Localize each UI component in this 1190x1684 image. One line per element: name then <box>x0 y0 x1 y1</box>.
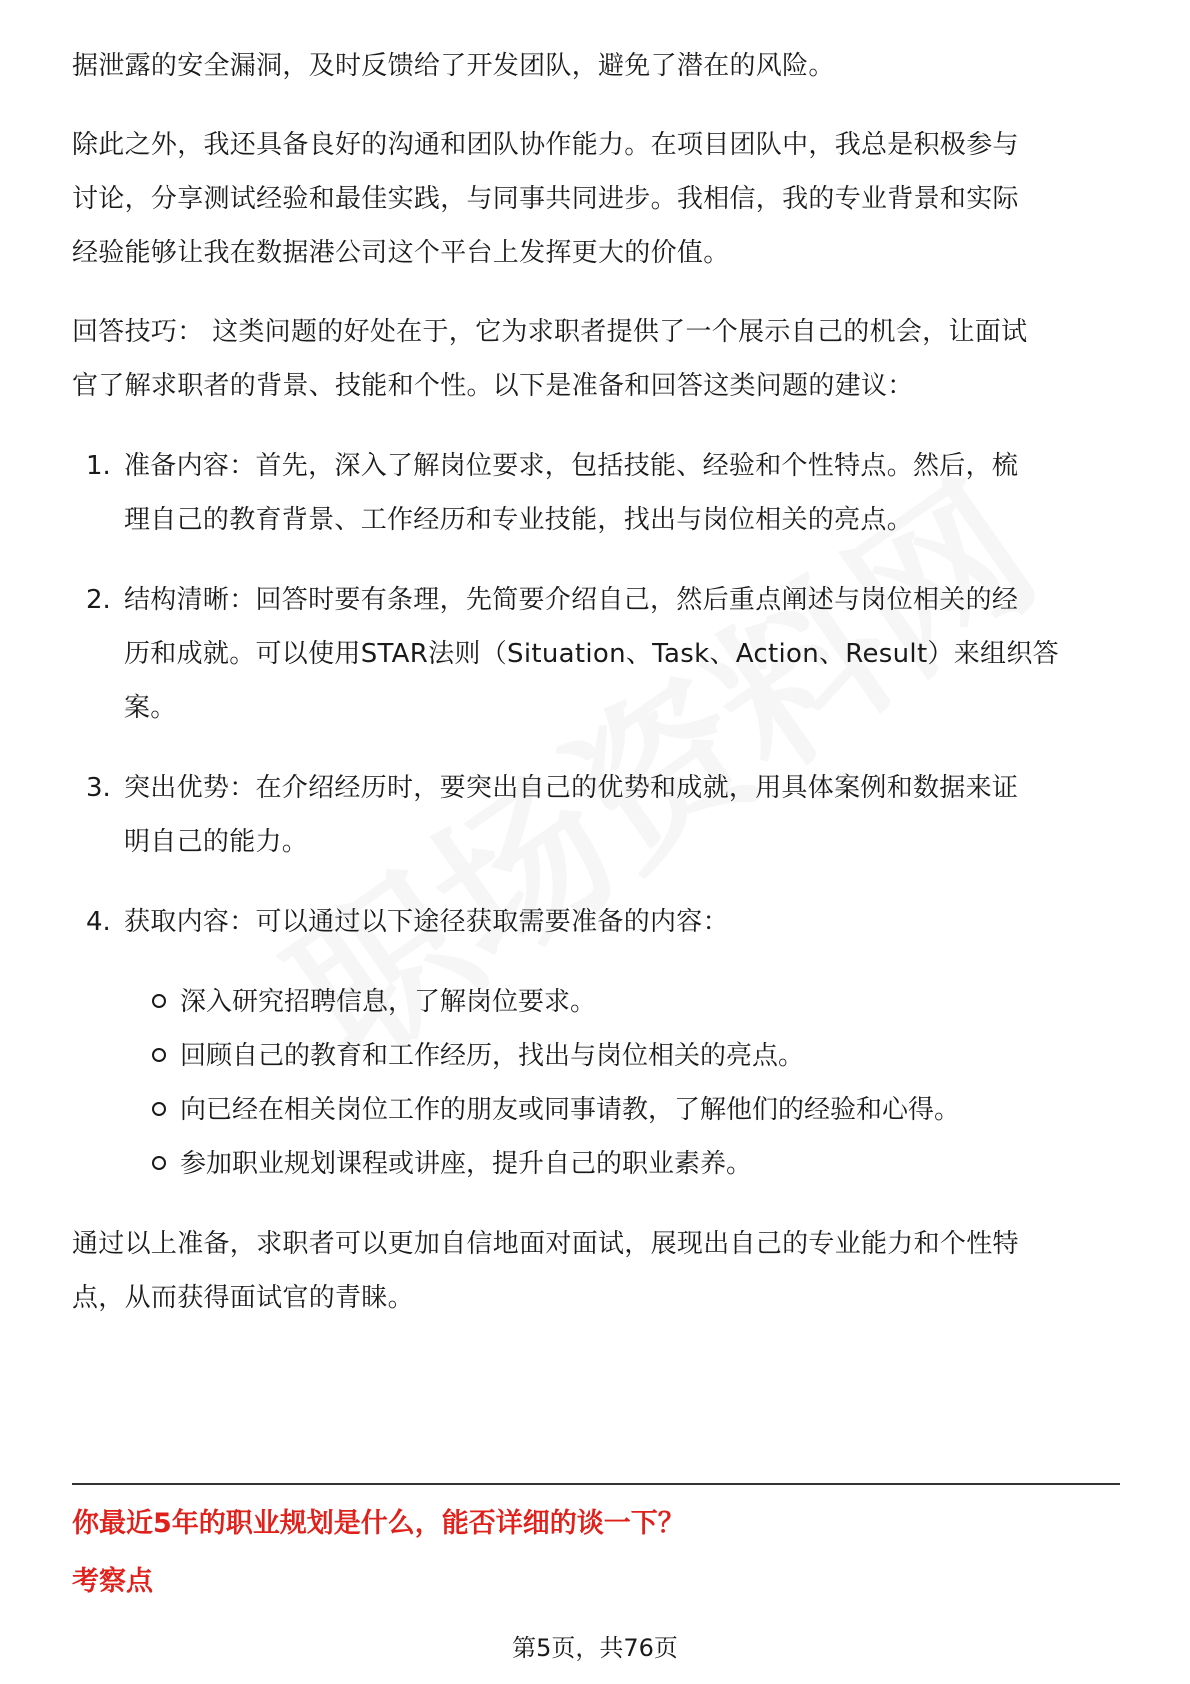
sub-bullet-text: 参加职业规划课程或讲座，提升自己的职业素养。 <box>180 1149 753 1179</box>
section-divider <box>72 1483 1120 1485</box>
list-number: 1. <box>86 451 111 481</box>
paragraph-line: 据泄露的安全漏洞，及时反馈给了开发团队，避免了潜在的风险。 <box>72 51 835 81</box>
list-text-line: 明自己的能力。 <box>124 827 309 857</box>
list-text-line: 理自己的教育背景、工作经历和专业技能，找出与岗位相关的亮点。 <box>124 505 914 535</box>
list-number: 3. <box>86 773 111 803</box>
paragraph-line: 讨论，分享测试经验和最佳实践，与同事共同进步。我相信，我的专业背景和实际 <box>72 184 1019 214</box>
sub-bullet-item <box>152 1027 1112 1085</box>
conclusion-line: 通过以上准备，求职者可以更加自信地面对面试，展现出自己的专业能力和个性特 <box>72 1229 1019 1259</box>
list-text-line: 突出优势：在介绍经历时，要突出自己的优势和成就，用具体案例和数据来证 <box>124 773 1019 803</box>
sub-bullet-text: 向已经在相关岗位工作的朋友或同事请教，了解他们的经验和心得。 <box>180 1095 961 1125</box>
paragraph-line: 经验能够让我在数据港公司这个平台上发挥更大的价值。 <box>72 238 730 268</box>
sub-bullet-item <box>152 973 1112 1031</box>
list-number: 4. <box>86 907 111 937</box>
hollow-bullet-icon <box>152 1048 166 1062</box>
list-text-line: 案。 <box>124 693 177 723</box>
list-text-line: 获取内容：可以通过以下途径获取需要准备的内容： <box>124 907 729 937</box>
list-text-line: 结构清晰：回答时要有条理，先简要介绍自己，然后重点阐述与岗位相关的经 <box>124 585 1019 615</box>
list-text-line: 历和成就。可以使用STAR法则（Situation、Task、Action、Result）来组织答 <box>124 639 1059 669</box>
conclusion-line: 点，从而获得面试官的青睐。 <box>72 1283 414 1313</box>
hollow-bullet-icon <box>152 994 166 1008</box>
answer-tips-line: 回答技巧： 这类问题的好处在于，它为求职者提供了一个展示自己的机会，让面试 <box>72 317 1028 347</box>
hollow-bullet-icon <box>152 1156 166 1170</box>
hollow-bullet-icon <box>152 1102 166 1116</box>
paragraph-line: 除此之外，我还具备良好的沟通和团队协作能力。在项目团队中，我总是积极参与 <box>72 130 1019 160</box>
answer-tips-line: 官了解求职者的背景、技能和个性。以下是准备和回答这类问题的建议： <box>72 371 914 401</box>
sub-bullet-item <box>152 1081 1112 1139</box>
page-footer: 第5页，共76页 <box>512 1634 678 1662</box>
sub-bullet-text: 深入研究招聘信息，了解岗位要求。 <box>180 987 597 1017</box>
question-heading: 你最近5年的职业规划是什么，能否详细的谈一下？ <box>72 1508 685 1539</box>
section-label: 考察点 <box>72 1566 153 1597</box>
sub-bullet-text: 回顾自己的教育和工作经历，找出与岗位相关的亮点。 <box>180 1041 805 1071</box>
list-number: 2. <box>86 585 111 615</box>
list-text-line: 准备内容：首先，深入了解岗位要求，包括技能、经验和个性特点。然后，梳 <box>124 451 1019 481</box>
sub-bullet-item <box>152 1135 1112 1193</box>
